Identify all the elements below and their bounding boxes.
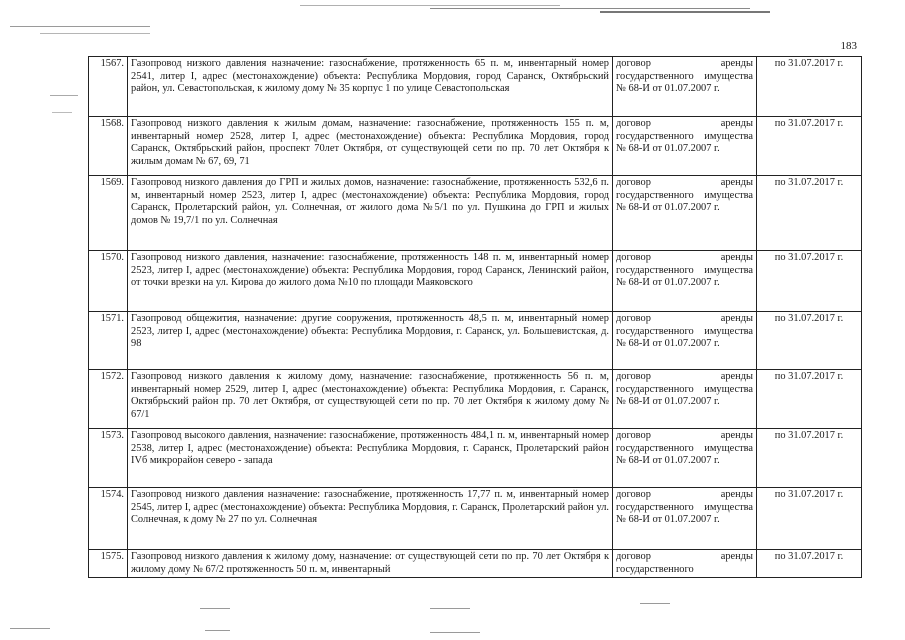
scan-artifact-top <box>430 8 750 9</box>
object-description: Газопровод низкого давления назначение: газоснабжение, протяженность 65 п. м, инвентарный номер 2541, литер I, адрес (местонахождение) объекта: Республика Мордовия, город Саранск, Октябрьский район, ул. Севастопольская, к жилому дому № 35 корпус 1 по улице Севастопольская <box>128 57 613 117</box>
object-description: Газопровод высокого давления, назначение: газоснабжение, протяженность 484,1 п. м, инвентарный номер 2538, литер I, адрес (местонахождение) объекта: Республика Мордовия, г. Саранск, Пролетарский район IVб микрорайон северо - запада <box>128 429 613 488</box>
scan-artifact-bottom <box>640 603 670 604</box>
table-row <box>89 251 862 312</box>
table-row <box>89 429 862 488</box>
row-number: 1568. <box>89 117 128 176</box>
object-description: Газопровод общежития, назначение: другие сооружения, протяженность 48,5 п. м, инвентарный номер 2523, литер I, адрес (местонахождение) объекта: Республика Мордовия, г. Саранск, ул. Большевистская, д. 98 <box>128 312 613 370</box>
lease-term: по 31.07.2017 г. <box>757 550 862 578</box>
object-description: Газопровод низкого давления, назначение: газоснабжение, протяженность 148 п. м, инвентарный номер 2523, литер I, адрес (местонахождение) объекта: Республика Мордовия, город Саранск, Ленинский район, от точки врезки на ул. Кирова до жилого дома №10 по площади Маяковского <box>128 251 613 312</box>
lease-contract: договор аренды государственного имущества № 68-И от 01.07.2007 г. <box>613 312 757 370</box>
row-number: 1574. <box>89 488 128 550</box>
lease-term: по 31.07.2017 г. <box>757 57 862 117</box>
lease-term: по 31.07.2017 г. <box>757 117 862 176</box>
row-number: 1573. <box>89 429 128 488</box>
lease-term: по 31.07.2017 г. <box>757 429 862 488</box>
scan-artifact-left <box>52 112 72 113</box>
lease-contract: договор аренды государственного имущества № 68-И от 01.07.2007 г. <box>613 251 757 312</box>
object-description: Газопровод низкого давления до ГРП и жилых домов, назначение: газоснабжение, протяженность 532,6 п. м, инвентарный номер 2523, литер I, адрес (местонахождение) объекта: Республика Мордовия, город Саранск, Пролетарский район, ул. Солнечная, от жилого дома №5/1 по ул. Пушкина до ГРП и жилых домов № 19,7/1 по ул. Солнечная <box>128 176 613 251</box>
table-row <box>89 176 862 251</box>
scan-artifact-top <box>40 33 150 34</box>
object-description: Газопровод низкого давления к жилому дому, назначение: газоснабжение, протяженность 56 п. м, инвентарный номер 2529, литер I, адрес (местонахождение) объекта: Республика Мордовия, г. Саранск, Октябрьский район пр. 70 лет Октября, от существующей сети по пр. 70 лет Октября к жилому дому № 67/1 <box>128 370 613 429</box>
table-row <box>89 117 862 176</box>
property-register-table <box>88 56 862 578</box>
table-row <box>89 488 862 550</box>
lease-term: по 31.07.2017 г. <box>757 251 862 312</box>
lease-term: по 31.07.2017 г. <box>757 370 862 429</box>
scan-artifact-top <box>600 11 770 13</box>
row-number: 1569. <box>89 176 128 251</box>
row-number: 1570. <box>89 251 128 312</box>
object-description: Газопровод низкого давления назначение: газоснабжение, протяженность 17,77 п. м, инвентарный номер 2545, литер I, адрес (местонахождение) объекта: Республика Мордовия, г. Саранск, Пролетарский район ул. Солнечная, к дому № 27 по ул. Солнечная <box>128 488 613 550</box>
lease-contract: договор аренды государственного <box>613 550 757 578</box>
object-description: Газопровод низкого давления к жилому дому, назначение: от существующей сети по пр. 70 лет Октября к жилому дому № 67/2 протяженность 50 п. м, инвентарный <box>128 550 613 578</box>
lease-contract: договор аренды государственного имущества № 68-И от 01.07.2007 г. <box>613 117 757 176</box>
scan-artifact-bottom <box>430 632 480 633</box>
lease-contract: договор аренды государственного имущества № 68-И от 01.07.2007 г. <box>613 488 757 550</box>
table-row <box>89 57 862 117</box>
page-number: 183 <box>840 40 857 52</box>
lease-term: по 31.07.2017 г. <box>757 312 862 370</box>
object-description: Газопровод низкого давления к жилым домам, назначение: газоснабжение, протяженность 155 п. м, инвентарный номер 2528, литер I, адрес (местонахождение) объекта: Республика Мордовия, город Саранск, Октябрьский район, проспект 70лет Октября, от существующей сети по пр. 70 лет Октября к жилым домам № 67, 69, 71 <box>128 117 613 176</box>
lease-contract: договор аренды государственного имущества № 68-И от 01.07.2007 г. <box>613 176 757 251</box>
lease-contract: договор аренды государственного имущества № 68-И от 01.07.2007 г. <box>613 57 757 117</box>
scan-artifact-bottom <box>200 608 230 609</box>
lease-term: по 31.07.2017 г. <box>757 488 862 550</box>
table-row <box>89 370 862 429</box>
row-number: 1575. <box>89 550 128 578</box>
scan-artifact-left <box>50 95 78 96</box>
row-number: 1572. <box>89 370 128 429</box>
scan-artifact-bottom <box>205 630 230 631</box>
table-row <box>89 312 862 370</box>
scan-artifact-top <box>300 5 560 6</box>
row-number: 1571. <box>89 312 128 370</box>
scan-artifact-bottom <box>10 628 50 629</box>
lease-term: по 31.07.2017 г. <box>757 176 862 251</box>
lease-contract: договор аренды государственного имущества № 68-И от 01.07.2007 г. <box>613 370 757 429</box>
table-row <box>89 550 862 578</box>
scan-artifact-top <box>10 26 150 27</box>
lease-contract: договор аренды государственного имущества № 68-И от 01.07.2007 г. <box>613 429 757 488</box>
scan-artifact-bottom <box>430 608 470 609</box>
row-number: 1567. <box>89 57 128 117</box>
